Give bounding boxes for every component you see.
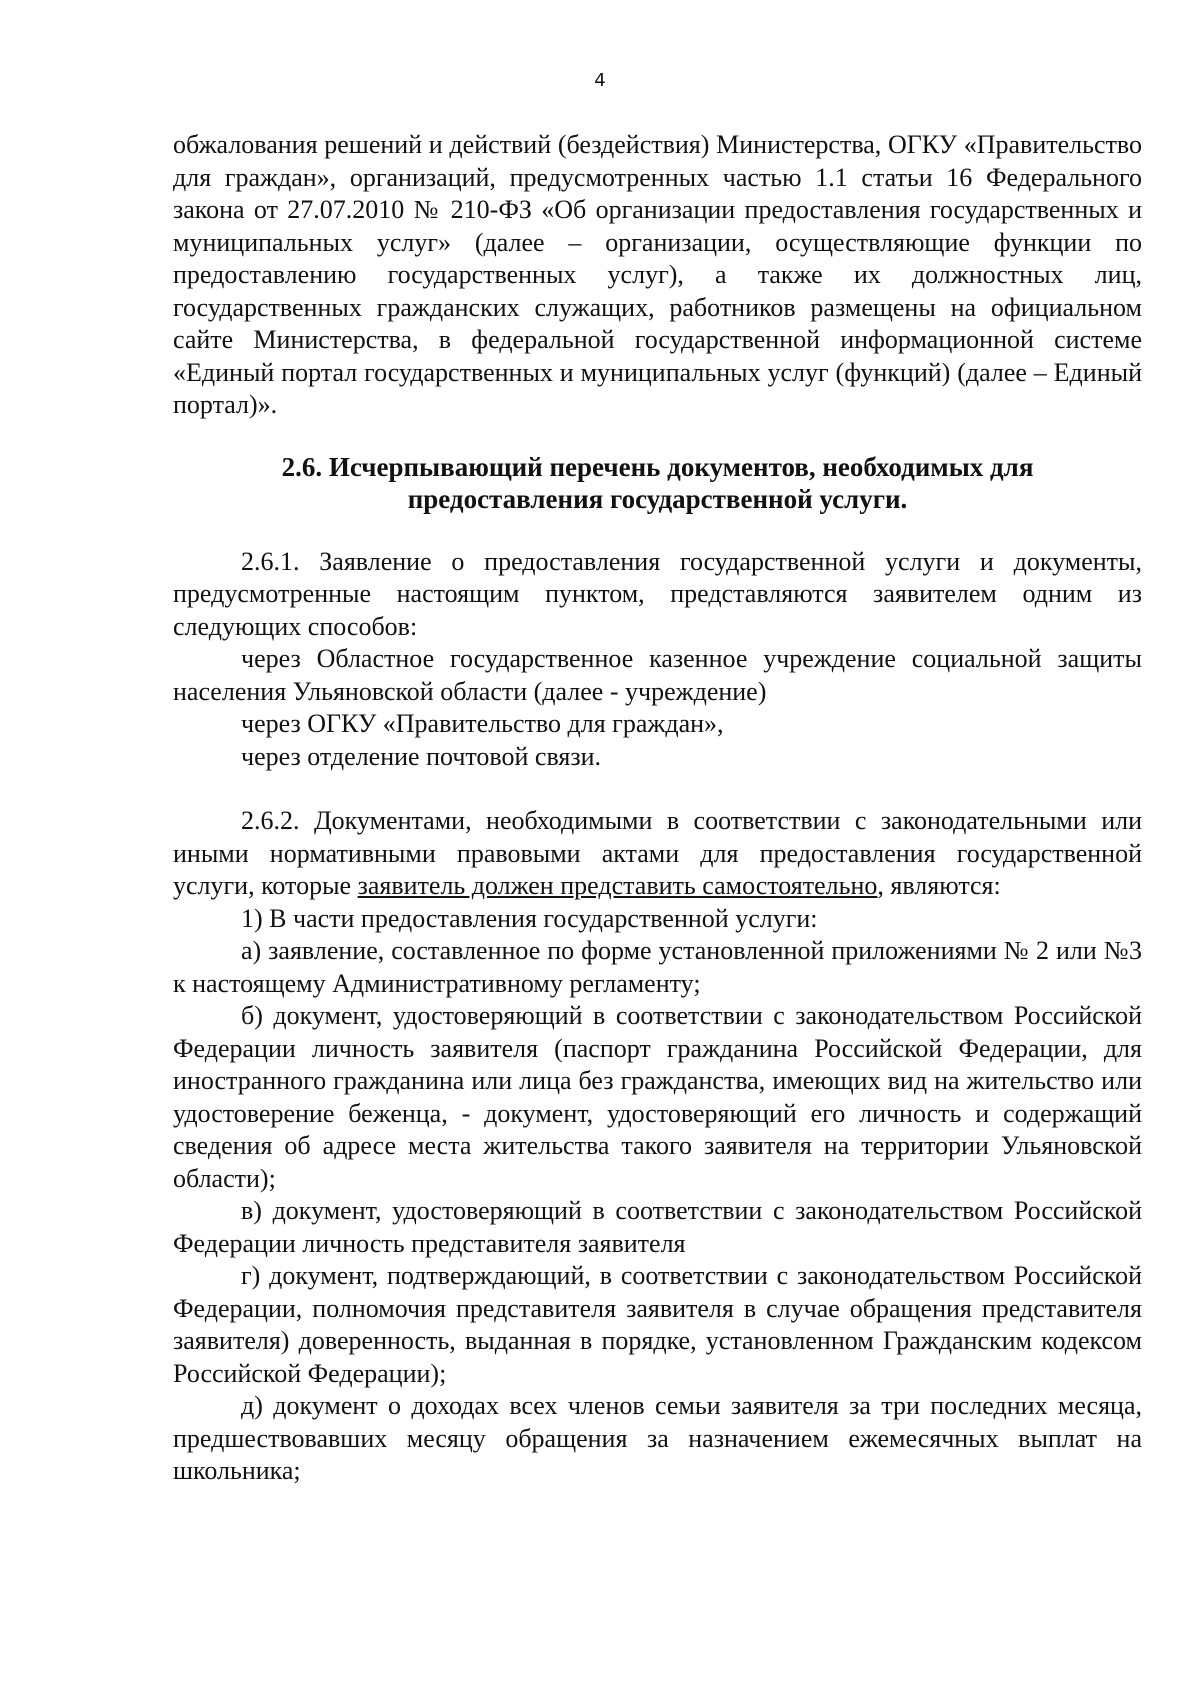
paragraph-2-6-2-text-after: , являются: bbox=[877, 871, 1001, 900]
heading-line-2: предоставления государственной услуги. bbox=[407, 483, 908, 514]
heading-line-1: 2.6. Исчерпывающий перечень документов, необходимых для bbox=[281, 451, 1034, 482]
paragraph-2-6-2 bbox=[173, 805, 1142, 903]
submission-way-3: через отделение почтовой связи. bbox=[241, 741, 602, 771]
part-1-heading: 1) В части предоставления государственной услуги: bbox=[241, 903, 818, 933]
section-heading bbox=[173, 451, 1142, 515]
submission-way-2: через ОГКУ «Правительство для граждан», bbox=[241, 709, 724, 738]
list-item-v: в) документ, удостоверяющий в соответствии с законодательством Российской Федерации личность представителя заявителя bbox=[173, 1196, 1142, 1258]
submission-way-1: через Областное государственное казенное учреждение социальной защиты населения Ульяновской области (далее - учреждение) bbox=[173, 644, 1142, 706]
list-item-a: а) заявление, составленное по форме установленной приложениями № 2 или №3 к настоящему Административному регламенту; bbox=[173, 936, 1142, 998]
page-number: 4 bbox=[594, 70, 606, 91]
list-item-b: б) документ, удостоверяющий в соответствии с законодательством Российской Федерации личность заявителя (паспорт гражданина Российской Федерации, для иностранного гражданина или лица без гражданства, имеющих вид на жительство или удостоверение беженца, - документ, удостоверяющий его личность и содержащий сведения об адресе места жительства такого заявителя на территории Ульяновской области); bbox=[173, 1001, 1142, 1193]
paragraph-2-6-2-underlined: заявитель должен представить самостоятельно bbox=[357, 871, 878, 900]
paragraph-2-6-2-text-before: 2.6.2. Документами, необходимыми в соответствии с законодательными или иными нормативными правовыми актами для предоставления государственной услуги, которые bbox=[173, 806, 1142, 900]
paragraph-gap bbox=[173, 773, 1142, 805]
document-body bbox=[173, 129, 1142, 1488]
paragraph-2-6-1: 2.6.1. Заявление о предоставления государственной услуги и документы, предусмотренные настоящим пунктом, представляются заявителем одним из следующих способов: bbox=[173, 546, 1142, 641]
intro-paragraph: обжалования решений и действий (бездействия) Министерства, ОГКУ «Правительство для граждан», организаций, предусмотренных частью 1.1 статьи 16 Федерального закона от 27.07.2010 № 210-ФЗ «Об организации предоставления государственных и муниципальных услуг» (далее – организации, осуществляющие функции по предоставлению государственных услуг), а также их должностных лиц, государственных гражданских служащих, работников размещены на официальном сайте Министерства, в федеральной государственной информационной системе «Единый портал государственных и муниципальных услуг (функций) (далее – Единый портал)». bbox=[173, 130, 1142, 419]
list-item-g: г) документ, подтверждающий, в соответствии с законодательством Российской Федерации, полномочия представителя заявителя в случае обращения представителя заявителя) доверенность, выданная в порядке, установленном Гражданским кодексом Российской Федерации); bbox=[173, 1261, 1142, 1388]
list-item-d: д) документ о доходах всех членов семьи заявителя за три последних месяца, предшествовавших месяцу обращения за назначением ежемесячных выплат на школьника; bbox=[173, 1391, 1142, 1485]
